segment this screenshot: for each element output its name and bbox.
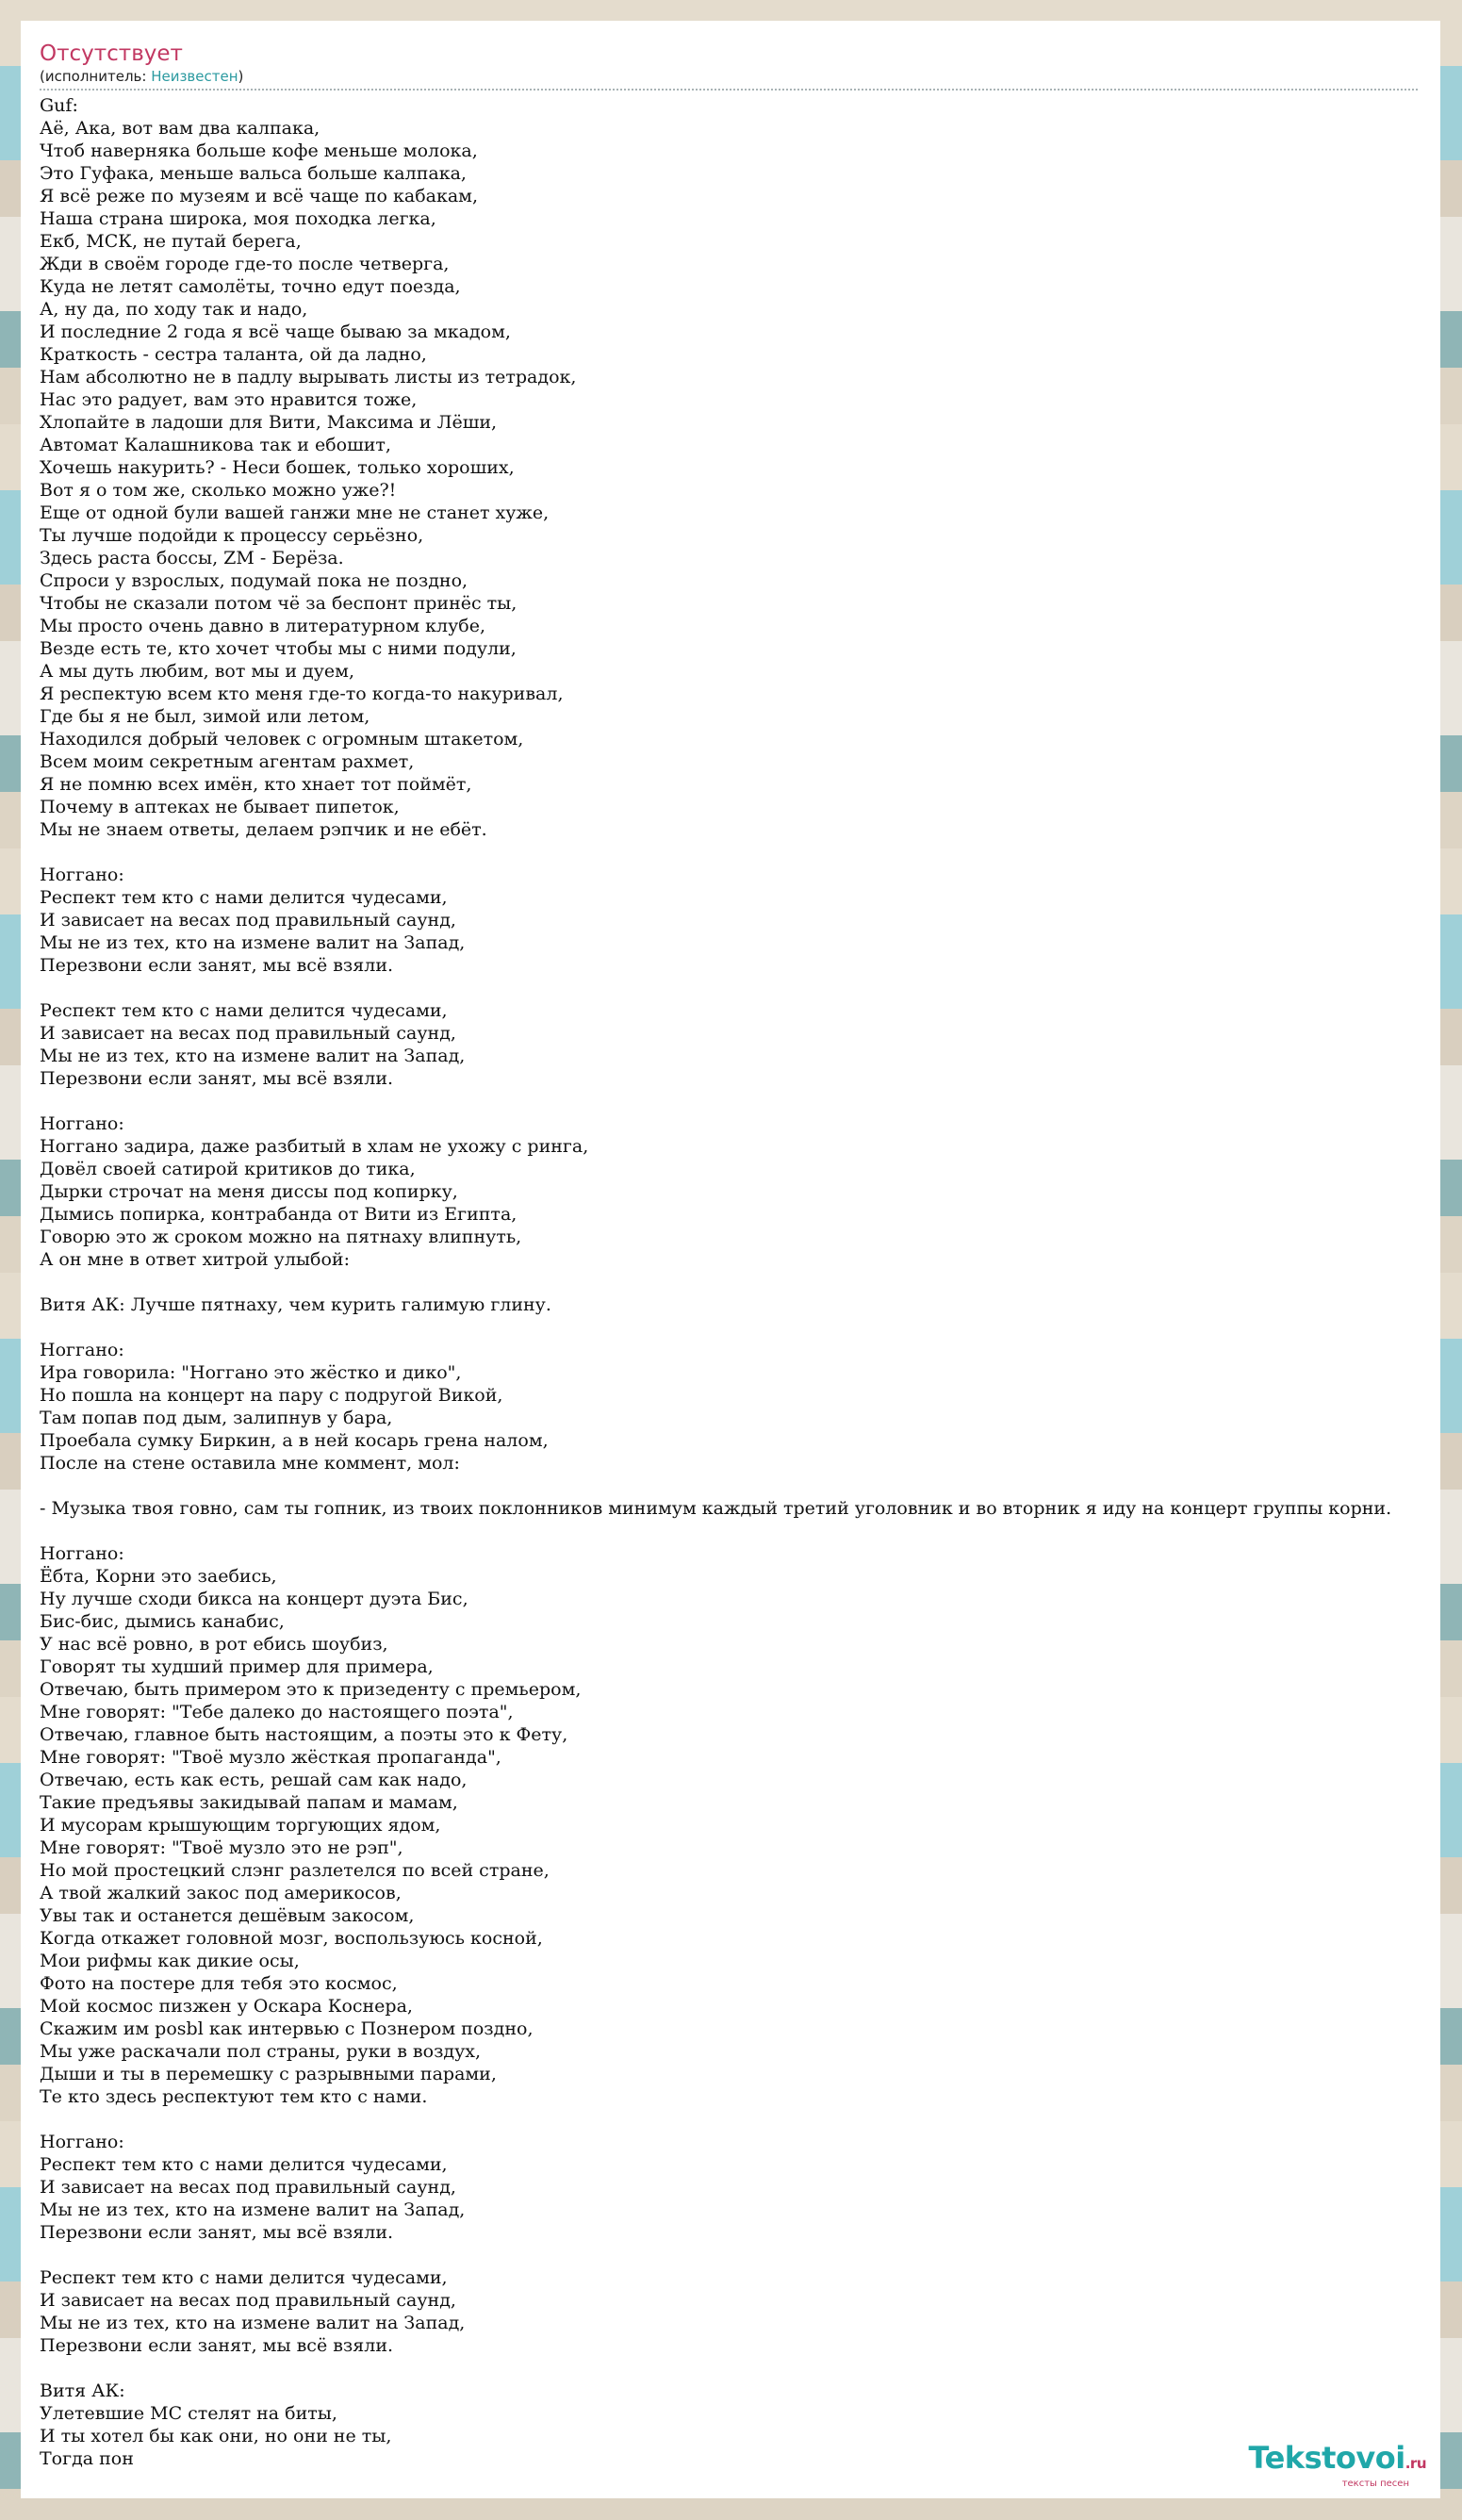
lyrics-page [21, 21, 1440, 2498]
performer-link[interactable]: Неизвестен [151, 68, 238, 85]
logo-tagline: тексты песен [1341, 2479, 1409, 2489]
logo-name: Tekstovoi [1248, 2440, 1405, 2476]
logo-wordmark [1248, 2440, 1426, 2479]
performer-prefix: (исполнитель: [40, 68, 152, 85]
logo-tld: .ru [1405, 2455, 1426, 2472]
lyrics-text: Guf: Аё, Ака, вот вам два калпака, Чтоб наверняка больше кофе меньше молока, Это Гуфака, меньше вальса больше калпака, Я всё реже по музеям и всё чаще по кабакам, Наша страна широка, моя походка легка, Екб, МСК, не путай берега, Жди в своём городе где-то после четверга, Куда не летят самолёты, точно едут поезда, А, ну да, по ходу так и надо, И последние 2 года я всё чаще бываю за мкадом, Краткость - сестра таланта, ой да ладно, Нам абсолютно не в падлу вырывать листы из тетрадок, Нас это радует, вам это нравится тоже, Хлопайте в ладоши для Вити, Максима и Лёши, Автомат Калашникова так и ебошит, Хочешь накурить? - Неси бошек, только хороших, Вот я о том же, сколько можно уже?! Еще от одной були вашей ганжи мне не станет хуже, Ты лучше подойди к процессу серьёзно, Здесь раста боссы, ZM - Берёза. Спроси у взрослых, подумай пока не поздно, Чтобы не сказали потом чё за беспонт принёс ты, Мы просто очень давно в литературном клубе, Везде есть те, кто хочет чтобы мы с ними подули, А мы дуть любим, вот мы и дуем, Я респектую всем кто меня где-то когда-то накуривал, Где бы я не был, зимой или летом, Находился добрый человек с огромным штакетом, Всем моим секретным агентам рахмет, Я не помню всех имён, кто хнает тот поймёт, Почему в аптеках не бывает пипеток, Мы не знаем ответы, делаем рэпчик и не ебёт. Ноггано: Респект тем кто с нами делится чудесами, И зависает на весах под правильный саунд, Мы не из тех, кто на измене валит на Запад, Перезвони если занят, мы всё взяли. Респект тем кто с нами делится чудесами, И зависает на весах под правильный саунд, Мы не из тех, кто на измене валит на Запад, Перезвони если занят, мы всё взяли. Ноггано: Ноггано задира, даже разбитый в хлам не ухожу с ринга, Довёл своей сатирой критиков до тика, Дырки строчат на меня диссы под копирку, Дымись попирка, контрабанда от Вити из Египта, Говорю это ж сроком можно на пятнаху влипнуть, А он мне в ответ хитрой улыбой: Витя АК: Лучше пятнаху, чем курить галимую глину. Ноггано: Ира говорила: "Ноггано это жёстко и дико", Но пошла на концерт на пару с подругой Викой, Там попав под дым, залипнув у бара, Проебала сумку Биркин, а в ней косарь грена налом, После на стене оставила мне коммент, мол: - Музыка твоя говно, сам ты гопник, из твоих поклонников минимум каждый третий уголовник и во вторник я иду на концерт группы корни. Ноггано: Ёбта, Корни это заебись, Ну лучше сходи бикса на концерт дуэта Бис, Бис-бис, дымись канабис, У нас всё ровно, в рот ебись шоубиз, Говорят ты худший пример для примера, Отвечаю, быть примером это к призеденту с премьером, Мне говорят: "Тебе далеко до настоящего поэта", Отвечаю, главное быть настоящим, а поэты это к Фету, Мне говорят: "Твоё музло жёсткая пропаганда", Отвечаю, есть как есть, решай сам как надо, Такие предъявы закидывай папам и мамам, И мусорам крышующим торгующих ядом, Мне говорят: "Твоё музло это не рэп", Но мой простецкий слэнг разлетелся по всей стране, А твой жалкий закос под америкосов, Увы так и останется дешёвым закосом, Когда откажет головной мозг, воспользуюсь косной, Мои рифмы как дикие осы, Фото на постере для тебя это космос, Мой космос пизжен у Оскара Коснера, Скажим им posbl как интервью с Познером поздно, Мы уже раскачали пол страны, руки в воздух, Дыши и ты в перемешку с разрывными парами, Те кто здесь респектуют тем кто с нами. Ноггано: Респект тем кто с нами делится чудесами, И зависает на весах под правильный саунд, Мы не из тех, кто на измене валит на Запад, Перезвони если занят, мы всё взяли. Респект тем кто с нами делится чудесами, И зависает на весах под правильный саунд, Мы не из тех, кто на измене валит на Запад, Перезвони если занят, мы всё взяли. Витя АК: Улетевшие МС стелят на биты, И ты хотел бы как они, но они не ты, Тогда пон [40, 95, 1392, 2469]
song-header [40, 40, 1418, 91]
performer-line [40, 68, 1418, 85]
site-logo[interactable] [1248, 2440, 1426, 2489]
song-title: Отсутствует [40, 41, 183, 66]
performer-suffix: ) [238, 68, 244, 85]
